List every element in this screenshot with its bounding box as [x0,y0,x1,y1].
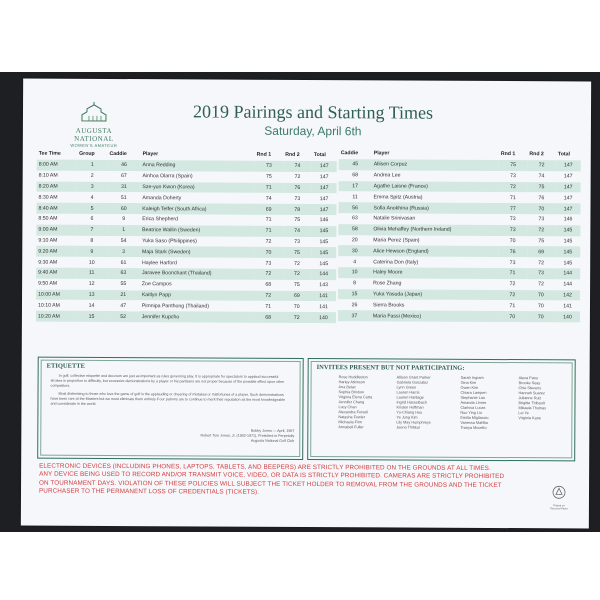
invitee-name: Lei Ye [518,411,529,416]
cell-rnd1: 72 [509,281,516,288]
cell-player: Maria Perez (Spain) [373,237,420,244]
invitee-name: Ye Jung Kim [396,415,418,420]
cell-rnd2: 72 [294,260,300,267]
cell-player: Andrea Lee [373,172,401,179]
cell-rnd2: 78 [283,204,312,215]
cell-caddie: 31 [107,182,140,193]
invitee-name: Gabriela Gonzalez [396,380,429,385]
logo-line-2: WOMEN'S AMATEUR [70,142,118,149]
cell-tee-time: 9:40 AM [36,268,76,279]
cell-caddie: 17 [339,181,372,192]
cell-rnd2: 72 [538,259,545,266]
cell-caddie: 45 [339,159,372,170]
cell-group: 7 [77,225,107,236]
pairings-sheet [21,79,591,529]
invitee-name: Kristen Hoffman [396,405,424,410]
cell-group: 12 [88,281,95,288]
invitee-name: Ana Belac [338,385,356,390]
clubhouse-logo-icon [79,101,109,125]
cell-total: 144 [555,268,580,279]
cell-rnd1: 70 [254,247,283,258]
background-bottom [0,532,600,600]
cell-caddie: 1 [107,225,140,236]
cell-player: Amanda Doherty [142,194,182,202]
cell-player: Rose Zhang [373,280,402,287]
cell-tee-time: 9:20 AM [36,246,76,257]
cell-total: 145 [311,226,336,237]
invitee-name: Jeeno Thitikul [396,425,420,430]
invitee-name: Natasha Fowler [338,415,366,420]
cell-total: 141 [319,303,328,310]
cell-total: 144 [311,269,336,280]
cell-rnd1: 73 [509,216,516,223]
cell-rnd2: 70 [537,302,544,309]
invitees-column-1 [338,375,372,430]
cell-rnd2: 72 [527,160,556,171]
cell-player: Jaravee Boonchant (Thailand) [140,268,254,279]
cell-total: 147 [556,160,581,171]
cell-group: 3 [77,181,107,192]
header-rnd1: Rnd 1 [256,151,272,158]
cell-rnd2: 76 [283,182,312,193]
signature-line-1: Bobby Jones — April, 1967 [250,428,295,433]
cell-player: Sofia Anokhina (Russia) [371,203,498,214]
invitees-column-4 [518,376,546,421]
cell-rnd1: 71 [509,302,516,309]
cell-caddie: 67 [121,173,127,180]
cell-player: Kaitlyn Papp [140,290,254,301]
pairing-row-left [36,311,336,323]
cell-caddie: 15 [338,289,371,300]
cell-player: Emma Spitz (Austria) [373,194,423,201]
cell-caddie: 9 [122,216,126,223]
cell-tee-time: 10:10 AM [37,302,60,309]
cell-caddie: 10 [338,267,371,278]
cell-rnd2: 75 [538,238,545,245]
cell-rnd2: 69 [527,247,556,258]
cell-caddie: 58 [338,224,371,235]
cell-rnd1: 72 [254,269,283,280]
cell-tee-time: 8:10 AM [38,172,58,179]
cell-rnd1: 74 [265,195,272,202]
header-caddie-2: Caddie [340,150,359,157]
invitees-column-3 [460,376,488,431]
cell-rnd2: 73 [294,195,301,202]
pairings-table-right [338,147,581,322]
cell-rnd1: 72 [498,290,527,301]
cell-rnd2: 75 [294,217,301,224]
cell-player: Kaleigh Telfer (South Africa) [140,203,254,214]
cell-player: Maja Stark (Sweden) [140,247,254,258]
invitee-name: Chie Stevens [518,386,542,391]
cell-group: 13 [76,289,106,300]
etiquette-title: ETIQUETTE [46,362,85,370]
cell-rnd1: 70 [498,311,527,322]
cell-rnd1: 77 [499,203,528,214]
cell-total: 147 [312,204,337,215]
cell-rnd2: 73 [294,238,301,245]
cell-total: 140 [555,311,580,322]
header-rnd2: Rnd 2 [285,151,300,158]
tournament-logo [59,101,129,148]
cell-group: 15 [76,311,106,322]
invitee-name: Vanessa Mahlke [460,420,489,425]
cell-group: 2 [90,173,94,180]
cell-rnd1: 71 [254,226,283,237]
cell-caddie: 20 [351,237,358,244]
cell-rnd1: 72 [265,238,272,245]
cell-rnd1: 75 [265,173,272,181]
cell-tee-time: 9:30 AM [38,259,58,266]
cell-player: Olivia Mehaffey (Northern Ireland) [371,224,498,235]
cell-player: Yuka Saso (Philippines) [142,238,197,245]
cell-total: 147 [319,174,329,181]
invitee-name: Virginia Elena Carta [338,395,373,400]
cell-rnd1: 75 [499,160,528,171]
invitee-name: Sarah Ingram [460,375,484,380]
header-player-2: Player [373,150,390,157]
cell-player: Yuka Yasuda (Japan) [371,289,498,300]
cell-player: Natalie Srinivasan [373,215,416,222]
invitee-name: Mikaela Tholnas [518,406,547,411]
cell-rnd1: 71 [510,194,516,201]
cell-total: 147 [563,195,573,202]
cell-rnd2: 75 [293,282,300,289]
invitee-name: Allisen Grant Parker [396,375,431,380]
cell-caddie: 26 [351,301,358,309]
background-top [0,0,600,72]
cell-total: 147 [312,183,337,194]
cell-group: 11 [77,268,107,279]
cell-rnd1: 72 [499,182,528,193]
invitee-name: Clarissa Lucas [460,405,486,410]
header-rnd2-2: Rnd 2 [529,151,544,158]
cell-caddie: 63 [107,268,140,279]
cell-total: 147 [312,161,337,172]
header-caddie: Caddie [109,150,127,158]
cell-rnd1: 76 [498,246,527,257]
warning-line-3: ON TOURNAMENT DAYS. VIOLATION OF THESE POLICIES WILL SUBJECT THE TICKET HOLDER TO REMOVAL FROM THE GROUNDS AND THE TICKET [39,479,502,489]
cell-player: Ainhoa Olarra (Spain) [142,173,193,180]
invitee-name: Julianne Ruiz [518,396,542,401]
cell-caddie: 47 [120,302,127,309]
cell-total: 145 [563,259,573,266]
invitee-name: Lauren Harris [396,390,420,395]
cell-player: Maria Fassi (Mexico) [371,310,498,321]
cell-rnd2: 75 [283,247,312,258]
cell-rnd2: 72 [527,225,556,236]
cell-tee-time: 8:40 AM [36,203,76,214]
cell-player: Allisen Corpuz [372,159,499,170]
cell-caddie: 52 [107,311,140,322]
cell-caddie: 54 [120,237,127,245]
cell-rnd1: 71 [265,217,272,224]
invitee-name: Alexa Pano [518,376,539,381]
cell-tee-time: 10:00 AM [36,289,76,300]
cell-player: Caterina Don (Italy) [373,258,419,266]
cell-rnd2: 72 [294,174,301,181]
cell-player: Agathe Laisne (France) [372,181,499,192]
cell-player: Haley Moore [371,267,498,278]
cell-caddie: 61 [120,259,127,266]
invitees-column-2 [396,375,431,430]
page-subtitle: Saturday, April 6th [264,123,362,139]
cell-caddie: 51 [120,194,127,201]
cell-total: 147 [319,195,329,202]
electronic-devices-warning [39,463,539,499]
etiquette-text [50,374,290,411]
cell-total: 147 [563,173,573,180]
cell-group: 4 [90,194,94,201]
header-rnd1-2: Rnd 1 [500,151,516,158]
warning-line-4: PURCHASER TO THE PERMANENT LOSS OF CREDENTIALS (TICKETS). [38,487,260,496]
cell-group: 10 [88,259,95,266]
cell-total: 145 [319,239,329,246]
cell-total: 141 [563,303,572,310]
invitee-name: Hannah Suarez [518,391,545,396]
cell-rnd1: 73 [498,225,527,236]
invitee-name: Jennifer Chang [338,400,365,405]
cell-caddie: 30 [338,246,371,257]
cell-rnd1: 73 [255,161,284,172]
cell-total: 143 [319,282,328,289]
cell-rnd1: 71 [254,182,283,193]
cell-rnd2: 73 [538,216,545,223]
invitees-box [307,358,576,461]
cell-rnd1: 73 [265,260,272,267]
cell-rnd2: 69 [283,290,312,301]
cell-rnd1: 68 [265,281,272,288]
cell-total: 147 [556,182,581,193]
invitee-name: Alexandra Forsell [338,410,368,415]
cell-caddie: 56 [338,202,371,213]
cell-rnd1: 71 [498,268,527,279]
cell-total: 144 [563,281,573,288]
cell-player: Sze-yun Kwon (Korea) [140,182,254,193]
cell-total: 145 [556,225,581,236]
invitee-name: Gwen Kim [460,385,479,390]
invitee-name: Rose Huddleston [338,375,368,380]
cell-caddie: 37 [338,310,371,321]
invitee-name: Michaela Finn [338,420,363,425]
recycled-paper-logo [546,485,572,510]
invitee-name: Sophia Bristow [338,390,364,395]
invitee-name: Stephanie Lau [460,395,486,400]
cell-group: 5 [77,203,107,214]
recycle-text-2: Recycled Paper [550,507,568,511]
invitee-name: Harley Atkinson [338,380,365,385]
etiquette-box [37,357,304,460]
cell-rnd2: 76 [538,194,545,202]
cell-rnd1: 68 [254,312,283,323]
etiquette-signature [198,428,294,444]
cell-total: 141 [311,291,336,302]
recycle-text-1: Printed on [553,504,565,508]
header-total-2: Total [557,151,570,158]
warning-line-2: ANY DEVICE BEING USED TO RECORD AND/OR TRANSMIT VOICE, VIDEO, OR DATA IS STRICTLY PROHIBITED. CAMERAS ARE STRICTLY PROHIBITED [39,470,505,481]
cell-tee-time: 8:00 AM [37,160,77,171]
header-group: Group [79,150,95,157]
cell-player: Alice Hewson (England) [371,246,498,257]
cell-tee-time: 9:00 AM [36,224,76,235]
warning-line-1: ELECTRONIC DEVICES (INCLUDING PHONES, LAPTOPS, TABLETS, AND BEEPERS) ARE STRICTLY PROHIBITED ON THE GROUNDS AT ALL TIMES. [39,462,491,472]
invitee-name: Brigitte Thibault [518,401,545,406]
cell-caddie: 68 [352,172,359,179]
cell-rnd2: 74 [538,173,545,180]
cell-rnd2: 72 [283,269,312,280]
cell-tee-time: 8:50 AM [38,215,58,223]
cell-caddie: 3 [107,246,140,257]
cell-total: 145 [555,247,580,258]
cell-group: 6 [90,216,94,223]
cell-caddie: 60 [107,203,140,214]
cell-total: 145 [311,247,336,258]
cell-rnd1: 69 [254,204,283,215]
cell-player: Sierra Brooks [372,302,405,309]
cell-caddie: 4 [353,258,357,265]
cell-rnd2: 72 [538,281,544,288]
header-tee-time: Tee Time [38,150,61,157]
invitee-name: Amanda Linner [460,400,487,405]
cell-caddie: 55 [120,281,127,288]
invitee-name: Lucy Chan [338,405,357,410]
cell-total: 142 [555,290,580,301]
cell-rnd2: 74 [283,161,312,172]
cell-rnd1: 73 [510,173,516,180]
cell-rnd2: 70 [293,303,300,310]
cell-total: 145 [563,238,573,245]
cell-rnd1: 72 [254,290,283,301]
invitee-name: Lauren Hartlage [396,395,424,400]
invitee-name: Yu-Chiang Hou [396,410,423,415]
cell-rnd2: 74 [283,226,312,237]
cell-player: Beatrice Wallin (Sweden) [140,225,254,236]
cell-total: 146 [563,216,573,223]
cell-rnd1: 73 [509,259,516,266]
invitee-name: Gina Kim [460,380,477,385]
invitee-name: Lynn Green [396,385,417,390]
cell-rnd2: 72 [282,312,311,323]
invitee-name: Emilia Migliaccio [460,415,489,420]
signature-line-2: Robert Tyre Jones, Jr. (1902-1971), President in Perpetuity [200,433,295,438]
pairings-table-left [36,148,337,324]
header-player: Player [142,151,159,158]
cell-tee-time: 8:20 AM [37,181,77,192]
cell-rnd2: 70 [527,311,556,322]
cell-tee-time: 9:10 AM [38,237,58,244]
invitee-name: Lily May Humphreys [396,420,431,425]
etiquette-paragraph-1: In golf, collective etiquette and decorum are just as important as rules governing play. It is appropriate for spectators to applaud successful strokes in proportion to difficulty, but excessive demonstrations by a player or his partisans are not proper because of the possible effect upon other competitors. [50,373,285,388]
cell-player: Haylee Harford [141,259,177,266]
pairing-row-right [338,310,580,322]
cell-tee-time: 9:50 AM [38,280,58,287]
cell-rnd2: 70 [527,203,556,214]
cell-caddie: 21 [107,290,140,301]
recycle-icon [552,485,566,499]
cell-tee-time: 10:20 AM [36,311,76,322]
invitee-name: Ingrid Hasselbach [396,400,427,405]
cell-player: Erica Shepherd [142,216,179,223]
cell-caddie: 63 [352,215,358,222]
cell-player: Jennifer Kupcho [140,311,254,322]
invitee-name: Nuo Ying Liu [460,410,482,415]
cell-rnd2: 75 [527,182,556,193]
header-total: Total [313,152,326,159]
cell-rnd1: 71 [265,303,272,310]
cell-total: 140 [311,312,336,323]
page-title: 2019 Pairings and Starting Times [192,101,434,123]
cell-rnd1: 70 [509,238,516,245]
invitee-name: Brooke Seay [518,381,541,386]
cell-player: Pimnipa Panthong (Thailand) [141,302,210,310]
cell-player: Zoe Campos [141,281,172,288]
logo-line-1: AUGUSTA NATIONAL [74,126,114,143]
cell-group: 14 [88,302,95,309]
cell-caddie: 8 [353,280,357,287]
invitee-name: Annabell Fuller [338,425,364,430]
cell-caddie: 46 [107,160,140,171]
invitees-title: INVITEES PRESENT BUT NOT PARTICIPATING: [316,364,465,372]
cell-caddie: 11 [352,194,358,201]
signature-line-3: Augusta National Golf Club [250,438,295,443]
cell-total: 146 [319,217,329,224]
cell-group: 1 [77,160,107,171]
cell-total: 145 [319,260,329,267]
cell-rnd2: 73 [527,268,556,279]
cell-tee-time: 8:30 AM [38,194,58,201]
cell-player: Anna Redding [140,160,254,171]
cell-rnd2: 70 [527,290,556,301]
cell-total: 147 [556,203,581,214]
cell-group: 9 [77,246,107,257]
etiquette-paragraph-2: Most distressing to those who love the game of golf is the applauding or cheering of mistakes or misfortunes of a player. Such demonstrations have been rare at the Masters but we must eliminate them entirely if our patrons are to continue to merit their reputation as the most knowledgeable and considerate in the world. [50,391,286,406]
cell-group: 8 [90,237,94,244]
invitee-name: Virginia Kane [518,416,541,421]
invitee-name: Chiara Lampen [460,390,487,395]
invitee-name: Tranya Mocetto [460,425,487,430]
